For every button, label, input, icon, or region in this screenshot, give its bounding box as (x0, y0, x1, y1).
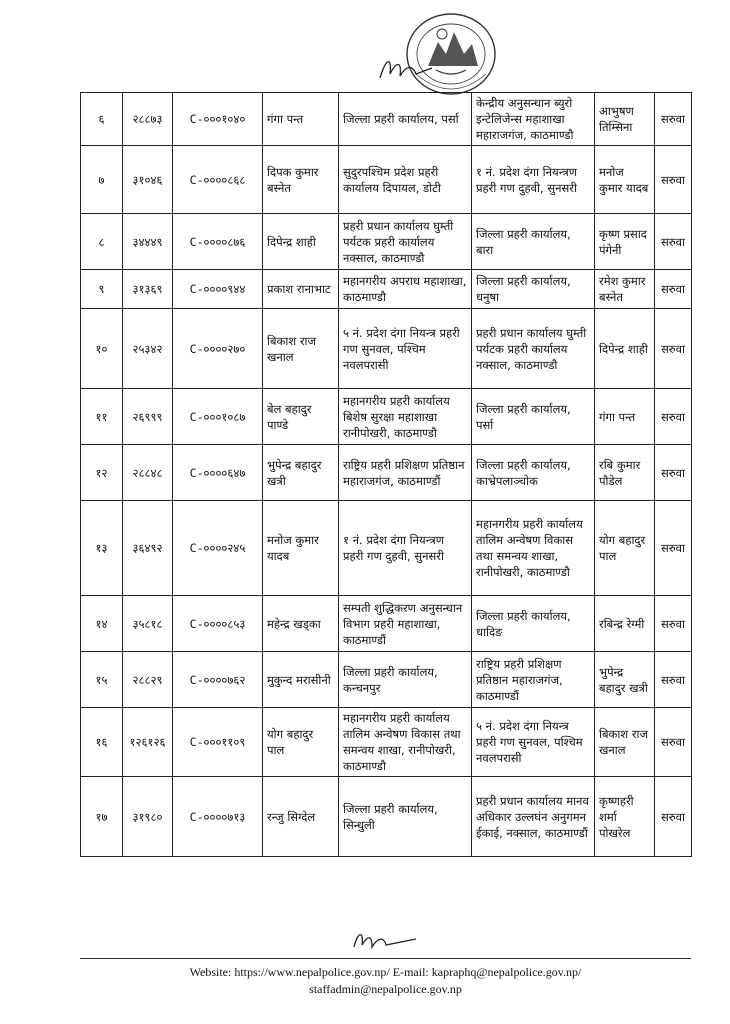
current-office: ५ नं. प्रदेश दंगा नियन्त्र प्रहरी गण सुनवल, पश्चिम नवलपरासी (339, 309, 472, 389)
employee-name: मुकुन्द मरासीनी (263, 652, 339, 708)
table-row (81, 309, 692, 389)
transfer-office: प्रहरी प्रधान कार्यालय घुम्ती पर्यटक प्रहरी कार्यालय नक्साल, काठमाण्डौ (472, 309, 595, 389)
employee-id: २५३४२ (123, 309, 173, 389)
transfer-office: जिल्ला प्रहरी कार्यालय, काभ्रेपलाञ्चोक (472, 445, 595, 501)
replacement-name: रमेश कुमार बस्नेत (595, 270, 655, 309)
code-number: C-००००८५३ (173, 596, 263, 652)
serial-number: १३ (81, 501, 123, 596)
employee-id: २६९९९ (123, 389, 173, 445)
employee-name: मनोज कुमार यादब (263, 501, 339, 596)
table-row (81, 270, 692, 309)
transfer-office: जिल्ला प्रहरी कार्यालय, बारा (472, 214, 595, 270)
replacement-name: गंगा पन्त (595, 389, 655, 445)
current-office: जिल्ला प्रहरी कार्यालय, सिन्धुली (339, 777, 472, 857)
code-number: C-०००११०९ (173, 708, 263, 777)
employee-name: प्रकाश रानाभाट (263, 270, 339, 309)
action-label: सरुवा (655, 777, 692, 857)
replacement-name: भुपेन्द्र बहादुर खत्री (595, 652, 655, 708)
code-number: C-००००२४५ (173, 501, 263, 596)
code-number: C-००००२७० (173, 309, 263, 389)
employee-id: ३१३६९ (123, 270, 173, 309)
table-row (81, 93, 692, 146)
current-office: सुदुरपश्चिम प्रदेश प्रहरी कार्यालय दिपायल, डोटी (339, 146, 472, 214)
current-office: महानगरीय प्रहरी कार्यालय बिशेष सुरक्षा महाशाखा रानीपोखरी, काठमाण्डौ (339, 389, 472, 445)
employee-id: ३४४४९ (123, 214, 173, 270)
table-row (81, 445, 692, 501)
employee-name: भुपेन्द्र बहादुर खत्री (263, 445, 339, 501)
code-number: C-००००८७६ (173, 214, 263, 270)
replacement-name: बिकाश राज खनाल (595, 708, 655, 777)
serial-number: ८ (81, 214, 123, 270)
employee-name: रन्जु सिग्देल (263, 777, 339, 857)
transfer-office: जिल्ला प्रहरी कार्यालय, धनुषा (472, 270, 595, 309)
serial-number: ७ (81, 146, 123, 214)
table-row (81, 708, 692, 777)
replacement-name: रबिन्द्र रेग्मी (595, 596, 655, 652)
action-label: सरुवा (655, 309, 692, 389)
serial-number: १२ (81, 445, 123, 501)
transfer-office: १ नं. प्रदेश दंगा नियन्त्रण प्रहरी गण दुहवी, सुनसरी (472, 146, 595, 214)
table-row (81, 596, 692, 652)
serial-number: १४ (81, 596, 123, 652)
action-label: सरुवा (655, 270, 692, 309)
employee-name: बिकाश राज खनाल (263, 309, 339, 389)
serial-number: ६ (81, 93, 123, 146)
serial-number: १७ (81, 777, 123, 857)
employee-id: १२६१२६ (123, 708, 173, 777)
current-office: राष्ट्रिय प्रहरी प्रशिक्षण प्रतिष्ठान महाराजगंज, काठमाण्डौं (339, 445, 472, 501)
serial-number: १५ (81, 652, 123, 708)
code-number: C-००००७६२ (173, 652, 263, 708)
replacement-name: रबि कुमार पौडेल (595, 445, 655, 501)
employee-name: बेल बहादुर पाण्डे (263, 389, 339, 445)
transfer-office: ५ नं. प्रदेश दंगा नियन्त्र प्रहरी गण सुनवल, पश्चिम नवलपरासी (472, 708, 595, 777)
serial-number: ११ (81, 389, 123, 445)
table-row (81, 146, 692, 214)
replacement-name: मनोज कुमार यादब (595, 146, 655, 214)
footer-rule (80, 958, 691, 959)
current-office: प्रहरी प्रधान कार्यालय घुम्ती पर्यटक प्रहरी कार्यालय नक्साल, काठमाण्डौ (339, 214, 472, 270)
serial-number: १० (81, 309, 123, 389)
employee-name: गंगा पन्त (263, 93, 339, 146)
employee-id: २८८२९ (123, 652, 173, 708)
employee-id: ३६४९२ (123, 501, 173, 596)
action-label: सरुवा (655, 146, 692, 214)
transfer-office: केन्द्रीय अनुसन्धान ब्युरो इन्टेलिजेन्स महाशाखा महाराजगंज, काठमाण्डौ (472, 93, 595, 146)
action-label: सरुवा (655, 389, 692, 445)
employee-name: दिपक कुमार बस्नेत (263, 146, 339, 214)
employee-name: योग बहादुर पाल (263, 708, 339, 777)
current-office: महानगरीय प्रहरी कार्यालय तालिम अन्वेषण विकास तथा समन्वय शाखा, रानीपोखरी, काठमाण्डौ (339, 708, 472, 777)
signature-bottom (350, 925, 420, 955)
current-office: महानगरीय अपराध महाशाखा, काठमाण्डौ (339, 270, 472, 309)
code-number: C-००००७१३ (173, 777, 263, 857)
employee-id: २८८४८ (123, 445, 173, 501)
transfer-office: राष्ट्रिय प्रहरी प्रशिक्षण प्रतिष्ठान महाराजगंज, काठमाण्डौं (472, 652, 595, 708)
employee-id: ३१०४६ (123, 146, 173, 214)
code-number: C-०००१०४० (173, 93, 263, 146)
action-label: सरुवा (655, 708, 692, 777)
transfer-table (80, 92, 692, 857)
transfer-office: जिल्ला प्रहरी कार्यालय, पर्सा (472, 389, 595, 445)
serial-number: १६ (81, 708, 123, 777)
current-office: १ नं. प्रदेश दंगा नियन्त्रण प्रहरी गण दुहवी, सुनसरी (339, 501, 472, 596)
code-number: C-०००१०८७ (173, 389, 263, 445)
employee-id: ३१९८० (123, 777, 173, 857)
transfer-office: जिल्ला प्रहरी कार्यालय, धादिङ (472, 596, 595, 652)
current-office: सम्पती शुद्धिकरण अनुसन्धान विभाग प्रहरी महाशाखा, काठमाण्डौं (339, 596, 472, 652)
action-label: सरुवा (655, 652, 692, 708)
current-office: जिल्ला प्रहरी कार्यालय, पर्सा (339, 93, 472, 146)
replacement-name: आभुषण तिम्सिना (595, 93, 655, 146)
table-row (81, 652, 692, 708)
signature-top (376, 48, 436, 88)
replacement-name: दिपेन्द्र शाही (595, 309, 655, 389)
employee-id: २८८७३ (123, 93, 173, 146)
footer-email-line: staffadmin@nepalpolice.gov.np (309, 982, 462, 996)
replacement-name: कृष्ण प्रसाद पंगेनी (595, 214, 655, 270)
table-row (81, 214, 692, 270)
serial-number: ९ (81, 270, 123, 309)
replacement-name: कृष्णहरी शर्मा पोखरेल (595, 777, 655, 857)
action-label: सरुवा (655, 93, 692, 146)
action-label: सरुवा (655, 445, 692, 501)
employee-name: महेन्द्र खड्का (263, 596, 339, 652)
action-label: सरुवा (655, 596, 692, 652)
action-label: सरुवा (655, 214, 692, 270)
employee-name: दिपेन्द्र शाही (263, 214, 339, 270)
transfer-office: प्रहरी प्रधान कार्यालय मानव अधिकार उल्लघंन अनुगमन ईकाई, नक्साल, काठमाण्डौं (472, 777, 595, 857)
table-row (81, 501, 692, 596)
action-label: सरुवा (655, 501, 692, 596)
replacement-name: योग बहादुर पाल (595, 501, 655, 596)
transfer-office: महानगरीय प्रहरी कार्यालय तालिम अन्वेषण विकास तथा समन्वय शाखा, रानीपोखरी, काठमाण्डौ (472, 501, 595, 596)
code-number: C-००००८६८ (173, 146, 263, 214)
employee-id: ३५८१८ (123, 596, 173, 652)
current-office: जिल्ला प्रहरी कार्यालय, कन्चनपुर (339, 652, 472, 708)
code-number: C-००००९४४ (173, 270, 263, 309)
page-footer (80, 964, 691, 998)
code-number: C-००००६४७ (173, 445, 263, 501)
table-row (81, 389, 692, 445)
table-row (81, 777, 692, 857)
footer-contact-line: Website: https://www.nepalpolice.gov.np/ E-mail: kapraphq@nepalpolice.gov.np/ (189, 965, 582, 979)
